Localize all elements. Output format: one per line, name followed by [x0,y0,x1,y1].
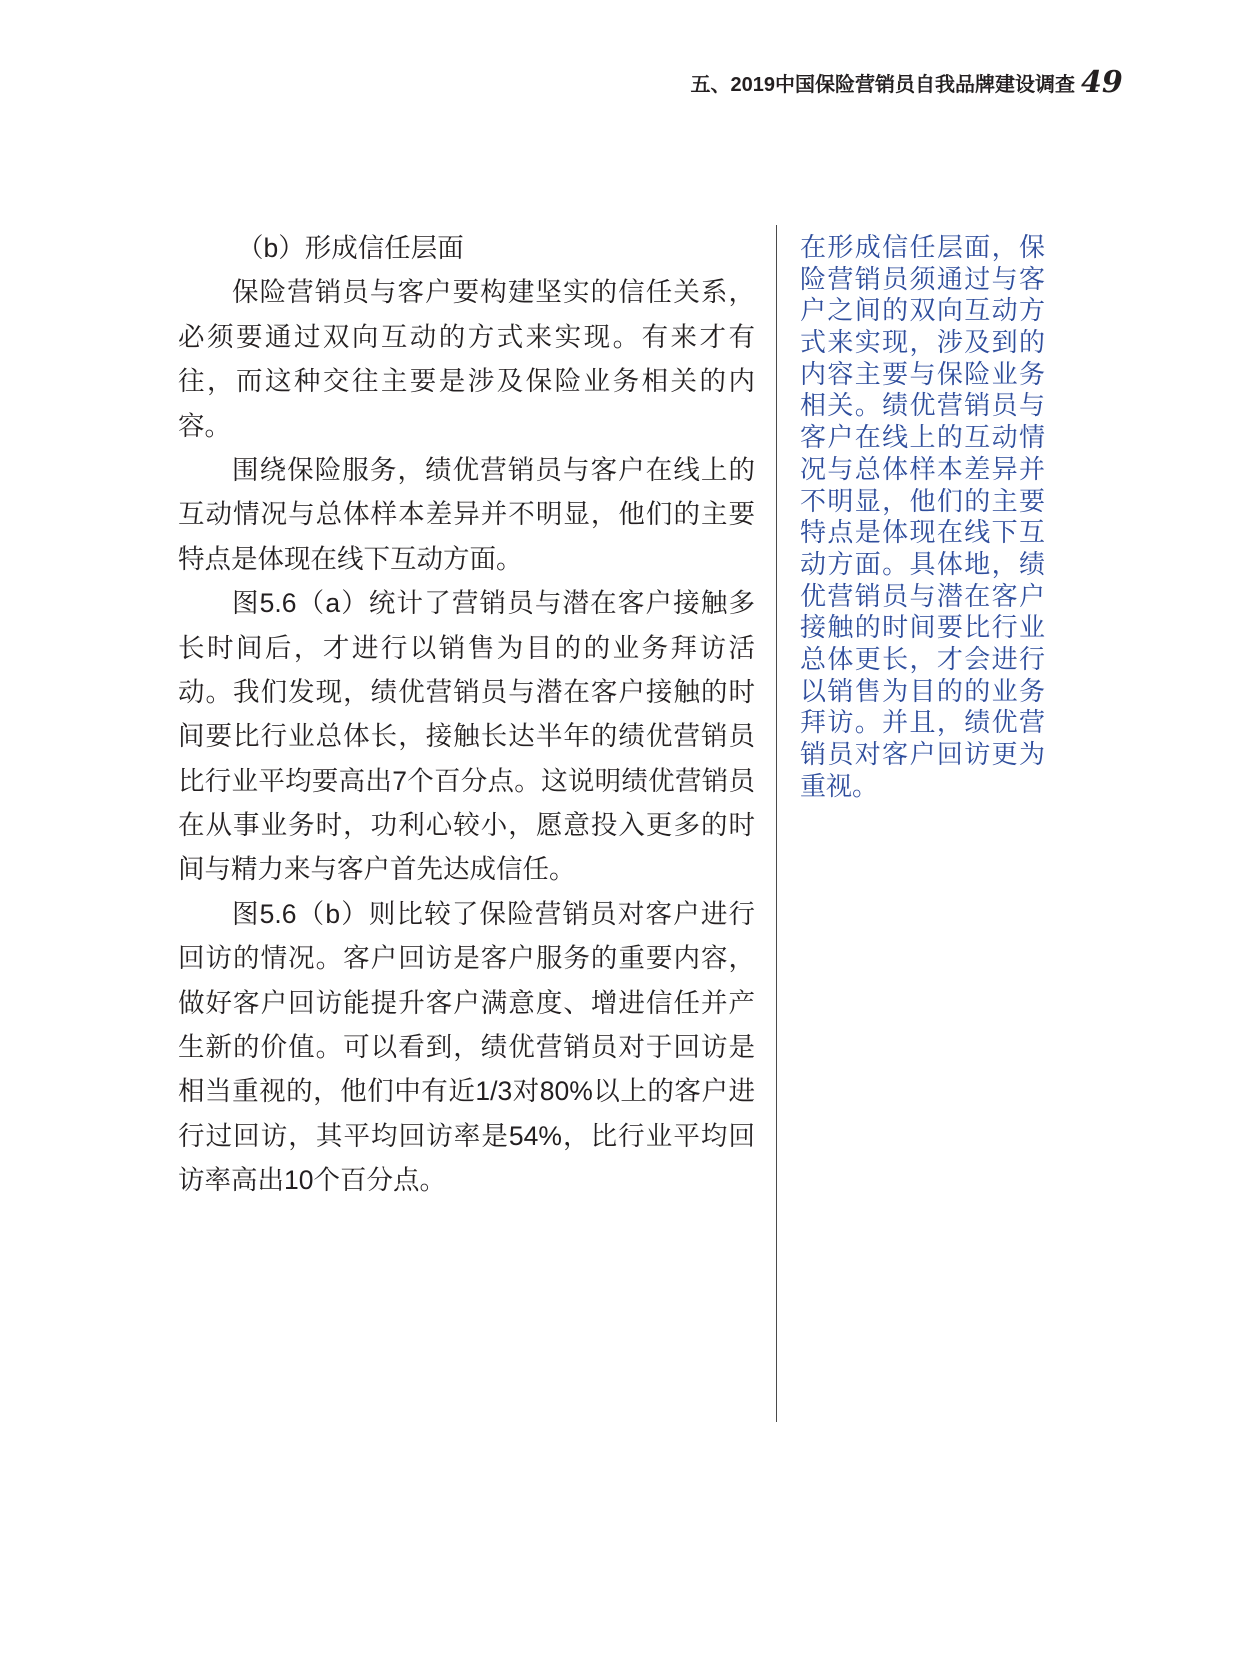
running-header-title: 五、2019中国保险营销员自我品牌建设调查 [690,74,1075,96]
sidebar-line: 相关。绩优营销员与 [800,390,1045,421]
body-line: 图5.6（b）则比较了保险营销员对客户进行 [232,898,755,929]
body-line: 互动情况与总体样本差异并不明显，他们的主要 [178,499,755,530]
sidebar-line: 在形成信任层面，保 [800,232,1045,262]
body-line: 行过回访，其平均回访率是54%，比行业平均回 [178,1120,755,1151]
body-line: 往，而这种交往主要是涉及保险业务相关的内 [178,366,755,397]
sidebar-line: 接触的时间要比行业 [800,612,1045,643]
sidebar-line: 拜访。并且，绩优营 [800,707,1045,738]
sidebar-line: 客户在线上的互动情 [800,422,1045,453]
sidebar-line: 总体更长，才会进行 [800,643,1045,674]
body-line: 特点是体现在线下互动方面。 [178,543,523,574]
paragraph [178,270,755,448]
body-line: 间要比行业总体长，接触长达半年的绩优营销员 [178,721,755,752]
sidebar-line: 内容主要与保险业务 [800,358,1045,389]
body-line: 间与精力来与客户首先达成信任。 [178,854,576,885]
body-line: 保险营销员与客户要构建坚实的信任关系， [232,277,755,308]
sidebar-line: 动方面。具体地，绩 [800,548,1045,579]
sidebar-line: 重视。 [800,770,879,801]
sidebar-line: 况与总体样本差异并 [800,453,1045,484]
body-line: 动。我们发现，绩优营销员与潜在客户接触的时 [178,676,755,707]
body-line: 回访的情况。客户回访是客户服务的重要内容， [178,943,755,974]
sidebar-summary [800,232,1045,802]
sidebar-line: 户之间的双向互动方 [800,295,1045,326]
body-line: 生新的价值。可以看到，绩优营销员对于回访是 [178,1032,755,1063]
body-line: 相当重视的，他们中有近1/3对80%以上的客户进 [178,1076,755,1107]
sidebar-line: 以销售为目的的业务 [800,675,1045,706]
body-line: 图5.6（a）统计了营销员与潜在客户接触多 [232,588,755,619]
sidebar-line: 销员对客户回访更为 [800,739,1045,769]
paragraph [178,581,755,892]
sidebar-line: 特点是体现在线下互 [800,517,1045,548]
sidebar-line: 不明显，他们的主要 [800,485,1045,516]
sidebar-line: 险营销员须通过与客 [800,263,1045,294]
paragraph [178,448,755,581]
body-line: 访率高出10个百分点。 [178,1165,446,1196]
body-line: 长时间后，才进行以销售为目的的业务拜访活 [178,632,755,663]
body-line: 比行业平均要高出7个百分点。这说明绩优营销员 [178,765,755,796]
sidebar-line: 优营销员与潜在客户 [800,580,1045,611]
main-text-column [178,226,755,1203]
body-line: 在从事业务时，功利心较小，愿意投入更多的时 [178,810,755,841]
section-subheading: （b）形成信任层面 [237,233,464,263]
column-divider [776,225,777,1422]
body-line: 容。 [178,410,231,441]
sidebar-line: 式来实现，涉及到的 [800,327,1045,358]
body-line: 做好客户回访能提升客户满意度、增进信任并产 [178,987,755,1018]
page-number: 49 [1081,65,1123,100]
body-line: 必须要通过双向互动的方式来实现。有来才有 [178,321,755,352]
body-line: 围绕保险服务，绩优营销员与客户在线上的 [232,454,755,485]
paragraph [178,892,755,1203]
